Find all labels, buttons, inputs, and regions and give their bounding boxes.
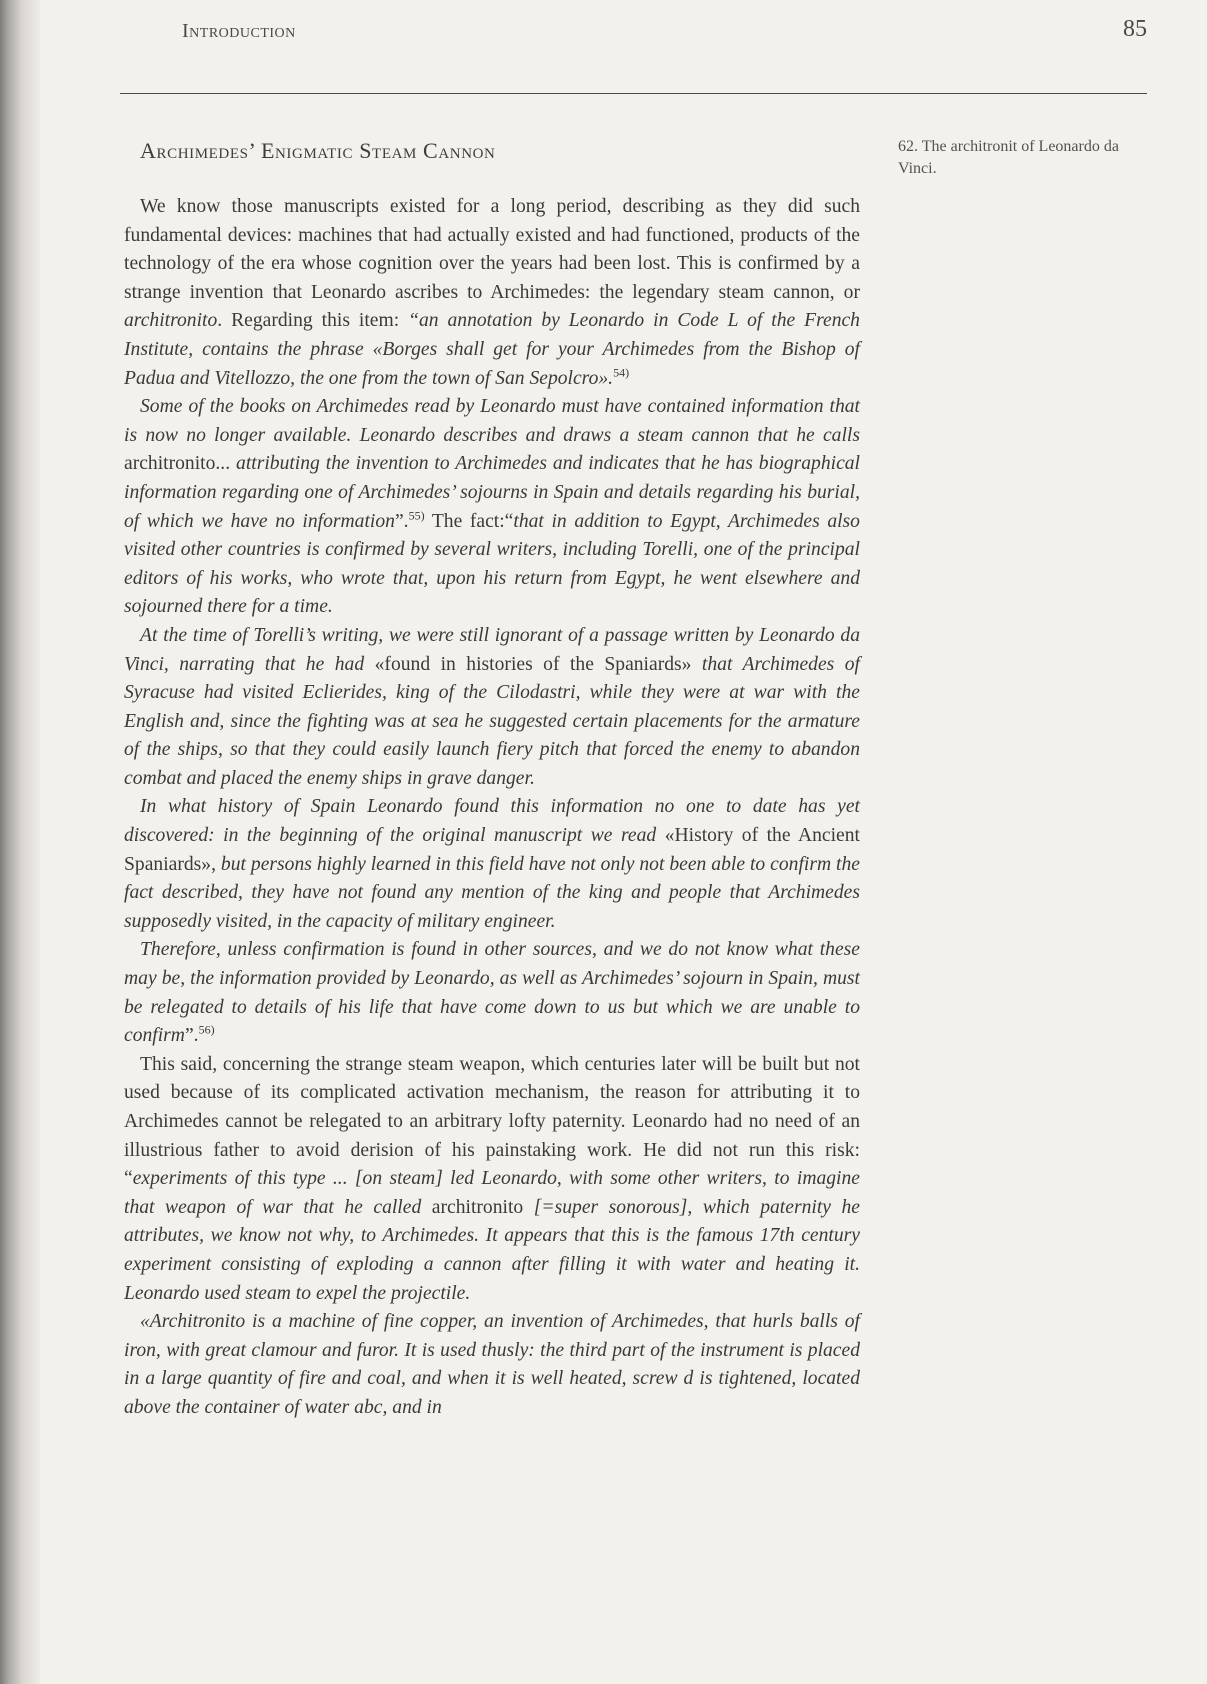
- text-segment: attributing the invention to Archimedes and indicates that he has biographical information regarding one of Archimedes’ sojourns in Spain and details regarding his burial, of which we have no information: [124, 453, 861, 532]
- text-segment: that in addition to Egypt, Archimedes also visited other countries is confirmed by several writers, including Torelli, one of the principal editors of his works, who wrote that, upon his return from Egypt, he went elsewhere and sojourned there for a time.: [124, 510, 860, 618]
- text-segment: architronito: [431, 1196, 534, 1218]
- section-title: Archimedes’ Enigmatic Steam Cannon: [140, 138, 496, 163]
- text-segment: The fact:“: [424, 510, 514, 532]
- paragraph: [124, 622, 860, 794]
- text-segment: «found in histories of the Spaniards»: [374, 653, 702, 675]
- text-segment: “an annotation by Leonardo in Code L of the French Institute, contains the phrase «Borges shall get for your Archimedes from the Bishop of Padua and Vitellozzo, the one from the town of San Sepolcro».: [124, 310, 860, 389]
- text-segment: We know those manuscripts existed for a long period, describing as they did such fundamental devices: machines that had actually existed and had functioned, products of the technology of the era whose cognition over the years had been lost. This is confirmed by a strange invention that Leonardo ascribes to Archimedes: the legendary steam cannon, or: [124, 196, 860, 303]
- paragraph: [124, 936, 860, 1050]
- book-gutter-shadow: [0, 0, 40, 1684]
- text-segment: architronito: [124, 310, 218, 332]
- paragraph: [124, 1308, 860, 1422]
- page-number: 85: [1123, 16, 1147, 42]
- text-segment: . Regarding this item:: [217, 310, 409, 332]
- text-segment: that Archimedes of Syracuse had visited Eclierides, king of the Cilodastri, while they were at war with the English and, since the fighting was at sea he suggested certain placements for the armature of the ships, so that they could easily launch fiery pitch that forced the enemy to abandon combat and placed the enemy ships in grave danger.: [124, 653, 860, 789]
- text-segment: «History of the Ancient Spaniards»,: [124, 825, 860, 875]
- figure-caption: 62. The architronit of Leonardo da Vinci.: [898, 138, 1119, 177]
- footnote-ref: 54): [613, 365, 630, 380]
- body-text: [124, 193, 860, 1423]
- paragraph: [124, 1051, 860, 1308]
- text-segment: ”.: [394, 510, 409, 532]
- text-segment: ”.: [184, 1025, 199, 1047]
- footnote-ref: 56): [198, 1022, 215, 1037]
- text-segment: [=super sonorous], which paternity he attributes, we know not why, to Archimedes. It appears that this is the famous 17th century experiment consisting of exploding a cannon after filling it with water and heating it. Leonardo used steam to expel the projectile.: [124, 1196, 860, 1304]
- text-segment: This said, concerning the strange steam weapon, which centuries later will be built but not used because of its complicated activation mechanism, the reason for attributing it to Archimedes cannot be relegated to an arbitrary lofty paternity. Leonardo had no need of an illustrious father to avoid derision of his painstaking work. He did not run this risk: “: [124, 1053, 860, 1190]
- running-head: Introduction: [182, 20, 296, 42]
- footnote-ref: 55): [408, 508, 425, 522]
- text-segment: At the time of Torelli’s writing, we were still ignorant of a passage written by Leonardo da Vinci, narrating that he had: [124, 624, 860, 675]
- text-segment: In what history of Spain Leonardo found this information no one to date has yet discovered: in the beginning of the original manuscript we read: [124, 796, 860, 847]
- paragraph: [124, 393, 860, 622]
- text-segment: architronito...: [124, 453, 237, 475]
- text-segment: experiments of this type ... [on steam] led Leonardo, with some other writers, to imagine that weapon of war that he called: [124, 1168, 860, 1218]
- paragraph: [124, 793, 860, 936]
- text-segment: Some of the books on Archimedes read by Leonardo must have contained information that is now no longer available. Leonardo describes and draws a steam cannon that he calls: [124, 396, 860, 446]
- header-rule: [120, 93, 1147, 94]
- text-segment: «Architronito is a machine of fine copper, an invention of Archimedes, that hurls balls of iron, with great clamour and furor. It is used thusly: the third part of the instrument is placed in a large quantity of fire and coal, and when it is well heated, screw d is tightened, located above the container of water abc, and in: [124, 1311, 860, 1418]
- text-segment: Therefore, unless confirmation is found in other sources, and we do not know what these may be, the information provided by Leonardo, as well as Archimedes’ sojourn in Spain, must be relegated to details of his life that have come down to us but which we are unable to confirm: [124, 939, 860, 1047]
- paragraph: [124, 193, 860, 393]
- text-segment: but persons highly learned in this field have not only not been able to confirm the fact described, they have not found any mention of the king and people that Archimedes supposedly visited, in the capacity of military engineer.: [124, 853, 860, 932]
